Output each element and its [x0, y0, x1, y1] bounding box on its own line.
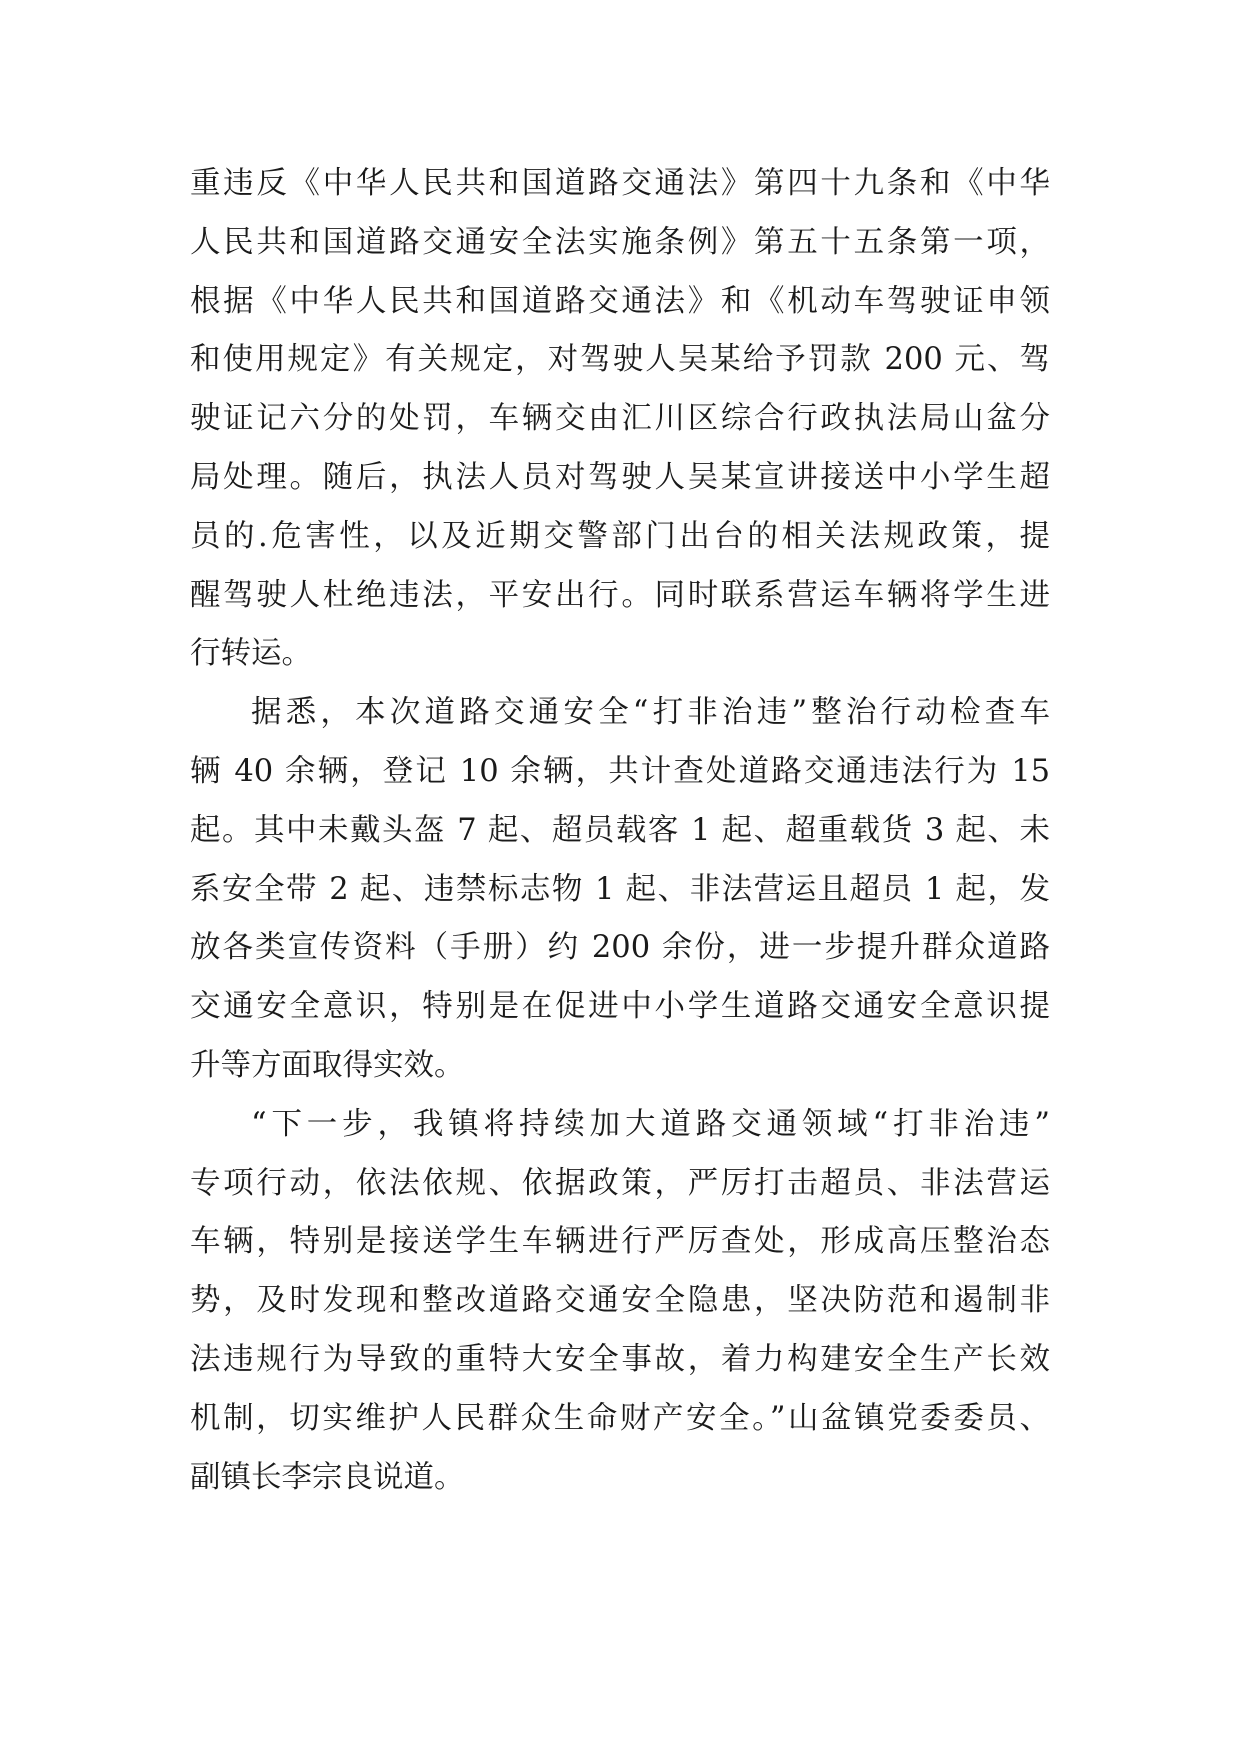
paragraph-2-line-4: 系安全带 2 起、违禁标志物 1 起、非法营运且超员 1 起，发 — [190, 871, 1050, 907]
paragraph-1-line-8: 醒驾驶人杜绝违法，平安出行。同时联系营运车辆将学生进 — [190, 577, 1050, 613]
paragraph-1-line-7: 员的.危害性，以及近期交警部门出台的相关法规政策，提 — [190, 518, 1050, 554]
paragraph-1-line-5: 驶证记六分的处罚，车辆交由汇川区综合行政执法局山盆分 — [190, 401, 1050, 437]
paragraph-1-line-6: 局处理。随后，执法人员对驾驶人吴某宣讲接送中小学生超 — [190, 459, 1050, 495]
paragraph-3-line-6: 机制，切实维护人民群众生命财产安全。”山盆镇党委委员、 — [190, 1400, 1050, 1436]
paragraph-2-line-2: 辆 40 余辆，登记 10 余辆，共计查处道路交通违法行为 15 — [190, 753, 1050, 789]
paragraph-1-line-3: 根据《中华人民共和国道路交通法》和《机动车驾驶证申领 — [190, 283, 1050, 319]
paragraph-1-line-9: 行转运。 — [190, 636, 312, 672]
paragraph-3-line-7: 副镇长李宗良说道。 — [190, 1459, 465, 1495]
paragraph-2-line-5: 放各类宣传资料（手册）约 200 余份，进一步提升群众道路 — [190, 930, 1050, 966]
paragraph-3-line-2: 专项行动，依法依规、依据政策，严厉打击超员、非法营运 — [190, 1165, 1050, 1201]
paragraph-1-line-4: 和使用规定》有关规定，对驾驶人吴某给予罚款 200 元、驾 — [190, 342, 1050, 378]
paragraph-2-line-1: 据悉，本次道路交通安全“打非治违”整治行动检查车 — [251, 695, 1050, 731]
document-body — [190, 155, 1050, 1507]
paragraph-2-line-3: 起。其中未戴头盔 7 起、超员载客 1 起、超重载货 3 起、未 — [190, 812, 1050, 848]
paragraph-1-line-1: 重违反《中华人民共和国道路交通法》第四十九条和《中华 — [190, 166, 1050, 201]
paragraph-2-line-7: 升等方面取得实效。 — [190, 1047, 465, 1083]
paragraph-3-line-4: 势，及时发现和整改道路交通安全隐患，坚决防范和遏制非 — [190, 1283, 1050, 1319]
paragraph-3-line-1: “下一步，我镇将持续加大道路交通领域“打非治违” — [251, 1106, 1050, 1142]
paragraph-2-line-6: 交通安全意识，特别是在促进中小学生道路交通安全意识提 — [190, 989, 1050, 1025]
paragraph-1-line-2: 人民共和国道路交通安全法实施条例》第五十五条第一项， — [190, 224, 1050, 260]
paragraph-3-line-5: 法违规行为导致的重特大安全事故，着力构建安全生产长效 — [190, 1341, 1050, 1377]
paragraph-3-line-3: 车辆，特别是接送学生车辆进行严厉查处，形成高压整治态 — [190, 1224, 1050, 1260]
